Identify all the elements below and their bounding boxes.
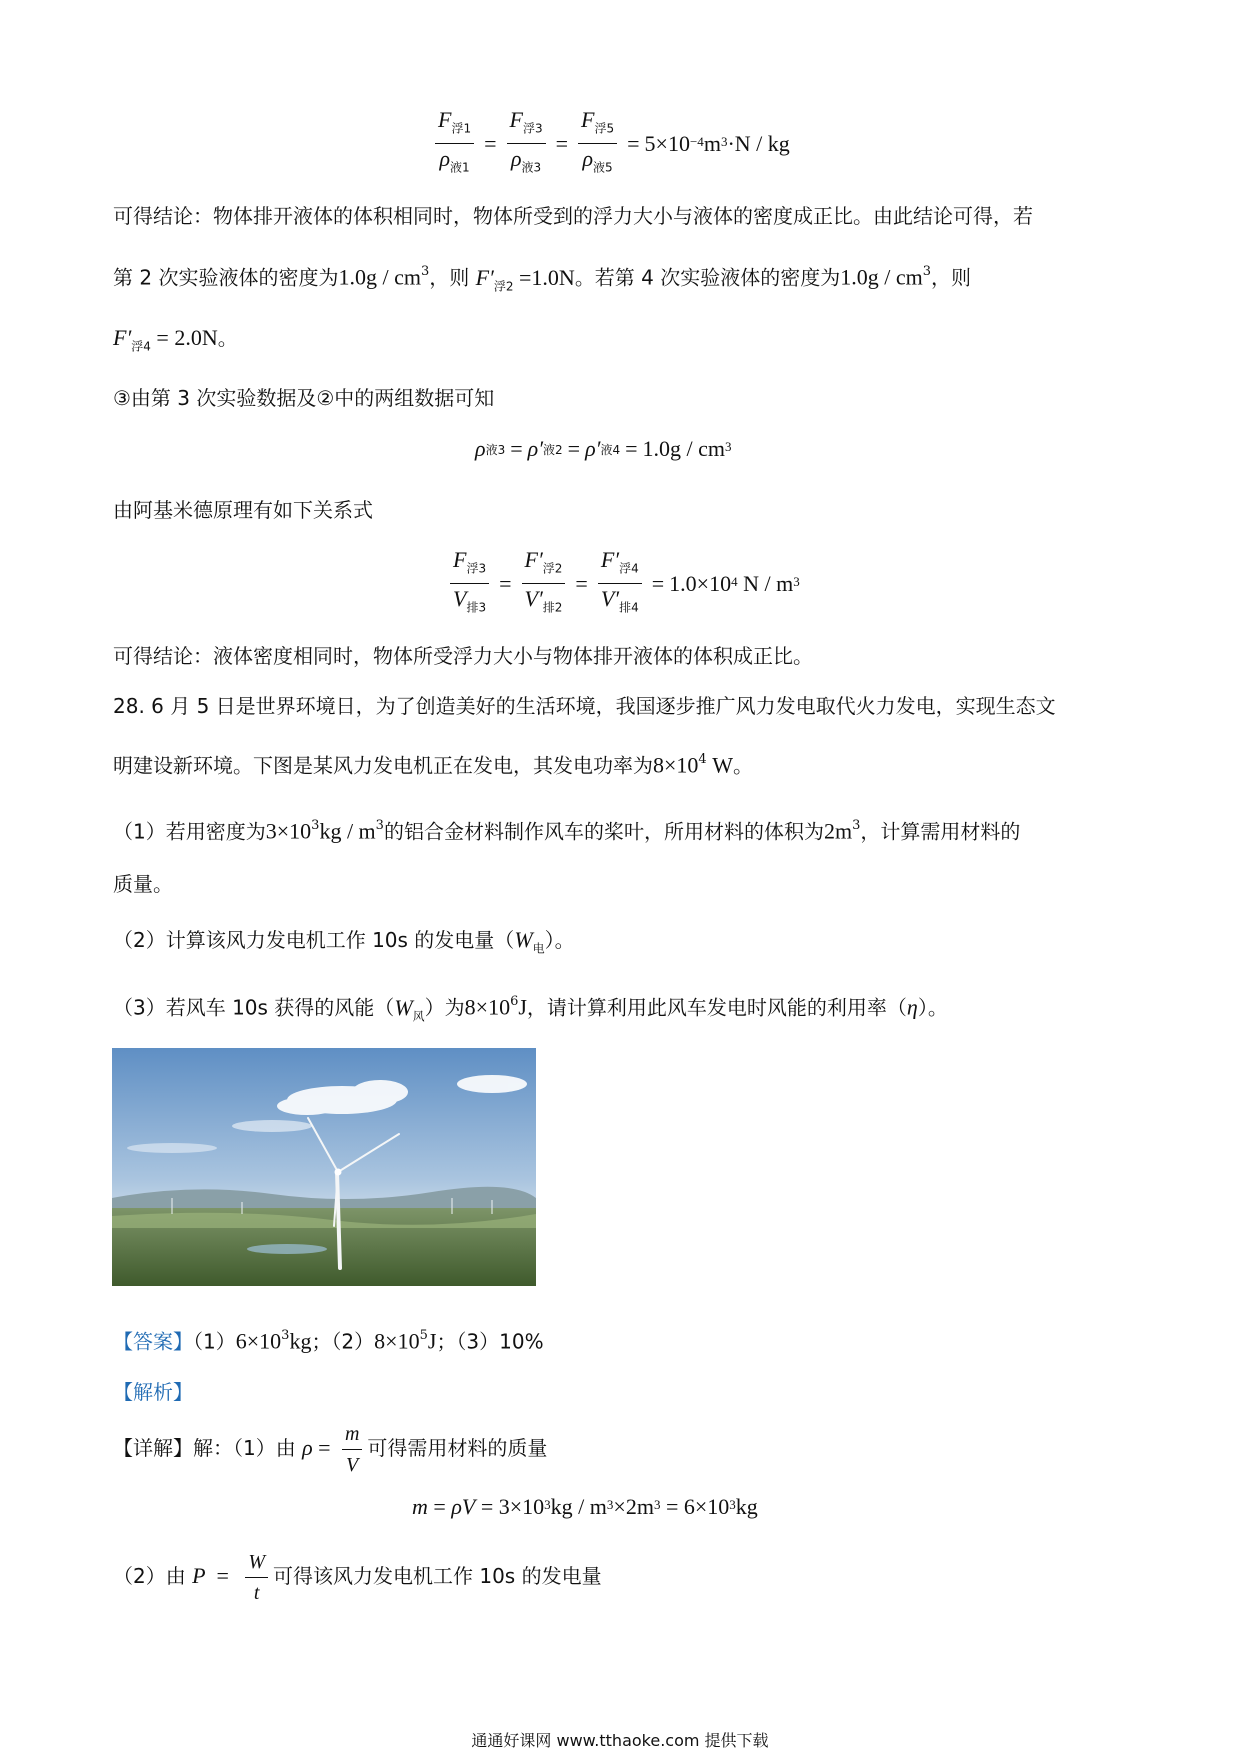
archimedes-line: 由阿基米德原理有如下关系式 [113, 498, 373, 522]
analysis-tag: 【解析】 [113, 1380, 193, 1404]
conclusion-line-1: 可得结论：物体排开液体的体积相同时，物体所受到的浮力大小与液体的密度成正比。由此结论可得，若 [113, 204, 1033, 228]
equation-buoyancy-density-ratio: $\frac{F_{浮1}}{\rho_{液1}}$ = $\frac{F_{浮3}}{\rho_{液3}}$ = $\frac{F_{浮5}}{\rho_{液5}}$ = 5×10 $^{-4}$ m $^3$ ·N / kg [430, 108, 790, 180]
wind-turbine-photo [112, 1048, 536, 1286]
density-line-2: 第 2 次实验液体的密度为$1.0g / cm^3$，则 $F'_{浮2} =1.0N$。若第 4 次实验液体的密度为$1.0g / cm^3$，则 [113, 264, 972, 294]
question-28-part-1: （1）若用密度为$3\times 10^3kg / m^3$的铝合金材料制作风车的桨叶，所用材料的体积为$2m^3$，计算需用材料的 [113, 818, 1021, 844]
f4-line: $F'_{浮4} = 2.0N$。 [113, 325, 238, 354]
question-28-part-2: （2）计算该风力发电机工作 10s 的发电量$(W_电)$。 [113, 927, 575, 956]
answer-line: 【答案】$(1)6\times 10^3kg$；$(2)8\times 10^5J$；（3）10% [113, 1328, 544, 1354]
question-28-line-1: 28. 6 月 5 日是世界环境日，为了创造美好的生活环境，我国逐步推广风力发电取代火力发电，实现生态文 [113, 694, 1056, 718]
detail-line-1: 【详解】解：（1）由 ρ = $\frac{m}{V}$ 可得需用材料的质量 [113, 1423, 548, 1476]
question-28-part-1-cont: 质量。 [113, 872, 173, 896]
conclusion-line-2: 可得结论：液体密度相同时，物体所受浮力大小与物体排开液体的体积成正比。 [113, 644, 813, 668]
question-28-line-2: 明建设新环境。下图是某风力发电机正在发电，其发电功率为$8\times 10^4$ W。 [113, 752, 753, 778]
step3-line: ③由第 3 次实验数据及②中的两组数据可知 [113, 386, 495, 410]
equation-density-equal: ρ 液3 = ρ ′ 液2 = ρ ′ 液4 = 1.0g / cm $^3$ [475, 436, 732, 461]
page-footer: 通通好课网 www.tthaoke.com 提供下载 [471, 1731, 769, 1750]
detail-line-2: （2）由 P = $\frac{W}{t}$ 可得该风力发电机工作 10s 的发电量 [113, 1551, 602, 1604]
equation-buoyancy-volume-ratio: $\frac{F_{浮3}}{V_{排3}}$ = $\frac{F'_{浮2}}{V'_{排2}}$ = $\frac{F'_{浮4}}{V'_{排4}}$ = 1.0×10 $^4$ N / m $^3$ [445, 548, 800, 620]
equation-mass: m = ρ V = 3×10 $^3$ kg / m $^3$ ×2m $^3$ = 6×10 $^3$ kg [412, 1494, 758, 1519]
question-28-part-3: （3）若风车 10s 获得的风能$(W_风)$为$8\times 10^6J$，请计算利用此风车发电时风能的利用率（η）。 [113, 994, 948, 1024]
